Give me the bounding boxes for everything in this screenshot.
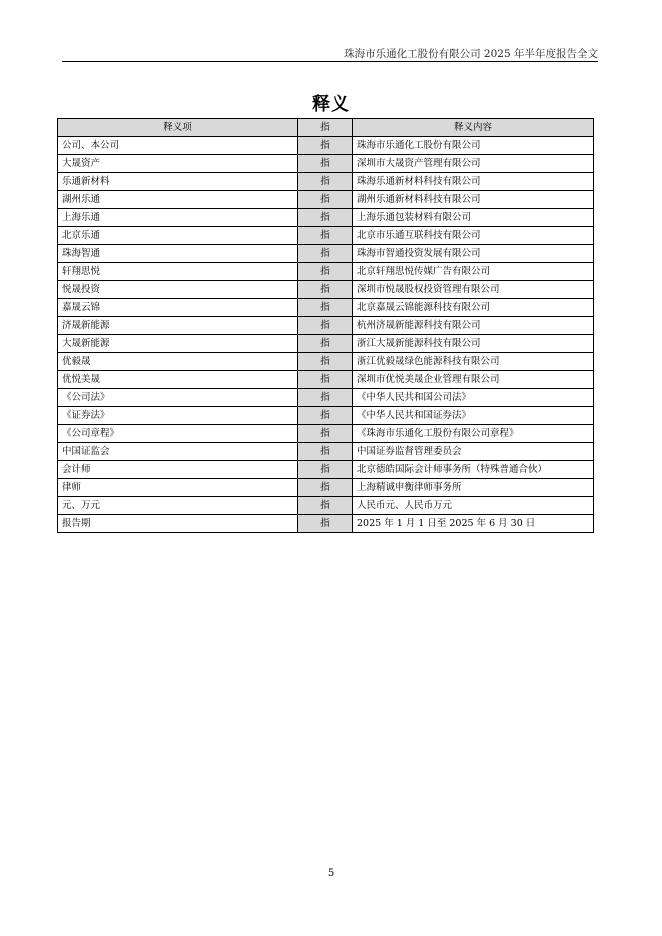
cell-ref: 指 [298, 281, 353, 299]
cell-ref: 指 [298, 371, 353, 389]
table-row [58, 281, 594, 299]
table-row [58, 425, 594, 443]
table-row [58, 191, 594, 209]
table-row [58, 227, 594, 245]
cell-definition: 北京轩翔思悦传媒广告有限公司 [353, 263, 594, 281]
table-row [58, 335, 594, 353]
definitions-table [57, 118, 594, 533]
cell-ref: 指 [298, 407, 353, 425]
table-row [58, 155, 594, 173]
cell-term: 《公司法》 [58, 389, 298, 407]
cell-term: 湖州乐通 [58, 191, 298, 209]
cell-definition: 浙江大晟新能源科技有限公司 [353, 335, 594, 353]
table-row [58, 245, 594, 263]
table-header-row [58, 119, 594, 137]
cell-term: 会计师 [58, 461, 298, 479]
cell-ref: 指 [298, 137, 353, 155]
cell-definition: 深圳市大晟资产管理有限公司 [353, 155, 594, 173]
cell-ref: 指 [298, 227, 353, 245]
cell-definition: 北京德皓国际会计师事务所（特殊普通合伙） [353, 461, 594, 479]
cell-ref: 指 [298, 173, 353, 191]
table-row [58, 479, 594, 497]
cell-term: 律师 [58, 479, 298, 497]
cell-definition: 深圳市悦晟股权投资管理有限公司 [353, 281, 594, 299]
cell-definition: 人民币元、人民币万元 [353, 497, 594, 515]
cell-definition: 上海乐通包装材料有限公司 [353, 209, 594, 227]
table-row [58, 443, 594, 461]
cell-ref: 指 [298, 443, 353, 461]
cell-definition: 上海精诚申衡律师事务所 [353, 479, 594, 497]
cell-term: 大晟新能源 [58, 335, 298, 353]
page-number: 5 [327, 868, 335, 879]
table-row [58, 497, 594, 515]
table-row [58, 209, 594, 227]
cell-ref: 指 [298, 263, 353, 281]
cell-ref: 指 [298, 209, 353, 227]
cell-term: 济晟新能源 [58, 317, 298, 335]
cell-definition: 2025 年 1 月 1 日至 2025 年 6 月 30 日 [353, 515, 594, 533]
header-term: 释义项 [58, 119, 298, 137]
cell-ref: 指 [298, 317, 353, 335]
cell-ref: 指 [298, 461, 353, 479]
table-row [58, 263, 594, 281]
header-ref: 指 [298, 119, 353, 137]
cell-definition: 北京嘉晟云锦能源科技有限公司 [353, 299, 594, 317]
table-row [58, 353, 594, 371]
table-row [58, 461, 594, 479]
cell-ref: 指 [298, 191, 353, 209]
table-row [58, 299, 594, 317]
table-row [58, 371, 594, 389]
cell-definition: 中国证券监督管理委员会 [353, 443, 594, 461]
cell-definition: 北京市乐通互联科技有限公司 [353, 227, 594, 245]
cell-ref: 指 [298, 245, 353, 263]
cell-ref: 指 [298, 389, 353, 407]
table-row [58, 515, 594, 533]
cell-term: 公司、本公司 [58, 137, 298, 155]
cell-term: 中国证监会 [58, 443, 298, 461]
cell-term: 《公司章程》 [58, 425, 298, 443]
cell-term: 乐通新材料 [58, 173, 298, 191]
cell-ref: 指 [298, 515, 353, 533]
cell-definition: 珠海市乐通化工股份有限公司 [353, 137, 594, 155]
header-definition: 释义内容 [353, 119, 594, 137]
table-row [58, 137, 594, 155]
cell-ref: 指 [298, 353, 353, 371]
table-row [58, 317, 594, 335]
cell-term: 珠海智通 [58, 245, 298, 263]
cell-term: 上海乐通 [58, 209, 298, 227]
table-row [58, 407, 594, 425]
header-rule [62, 61, 598, 62]
cell-ref: 指 [298, 155, 353, 173]
cell-ref: 指 [298, 335, 353, 353]
cell-term: 元、万元 [58, 497, 298, 515]
cell-term: 报告期 [58, 515, 298, 533]
cell-term: 轩翔思悦 [58, 263, 298, 281]
cell-term: 悦晟投资 [58, 281, 298, 299]
cell-term: 嘉晟云锦 [58, 299, 298, 317]
cell-definition: 《珠海市乐通化工股份有限公司章程》 [353, 425, 594, 443]
cell-definition: 深圳市优悦美晟企业管理有限公司 [353, 371, 594, 389]
table-row [58, 389, 594, 407]
cell-definition: 珠海市智通投资发展有限公司 [353, 245, 594, 263]
cell-definition: 《中华人民共和国公司法》 [353, 389, 594, 407]
cell-term: 大晟资产 [58, 155, 298, 173]
cell-term: 《证券法》 [58, 407, 298, 425]
page-title: 释义 [312, 94, 350, 115]
cell-definition: 湖州乐通新材料科技有限公司 [353, 191, 594, 209]
cell-ref: 指 [298, 479, 353, 497]
cell-definition: 杭州济晟新能源科技有限公司 [353, 317, 594, 335]
cell-term: 优毅晟 [58, 353, 298, 371]
cell-definition: 珠海乐通新材料科技有限公司 [353, 173, 594, 191]
cell-term: 优悦美晟 [58, 371, 298, 389]
cell-ref: 指 [298, 299, 353, 317]
running-header: 珠海市乐通化工股份有限公司 2025 年半年度报告全文 [344, 48, 598, 60]
cell-term: 北京乐通 [58, 227, 298, 245]
cell-ref: 指 [298, 425, 353, 443]
table-row [58, 173, 594, 191]
cell-ref: 指 [298, 497, 353, 515]
cell-definition: 《中华人民共和国证券法》 [353, 407, 594, 425]
cell-definition: 浙江优毅晟绿色能源科技有限公司 [353, 353, 594, 371]
